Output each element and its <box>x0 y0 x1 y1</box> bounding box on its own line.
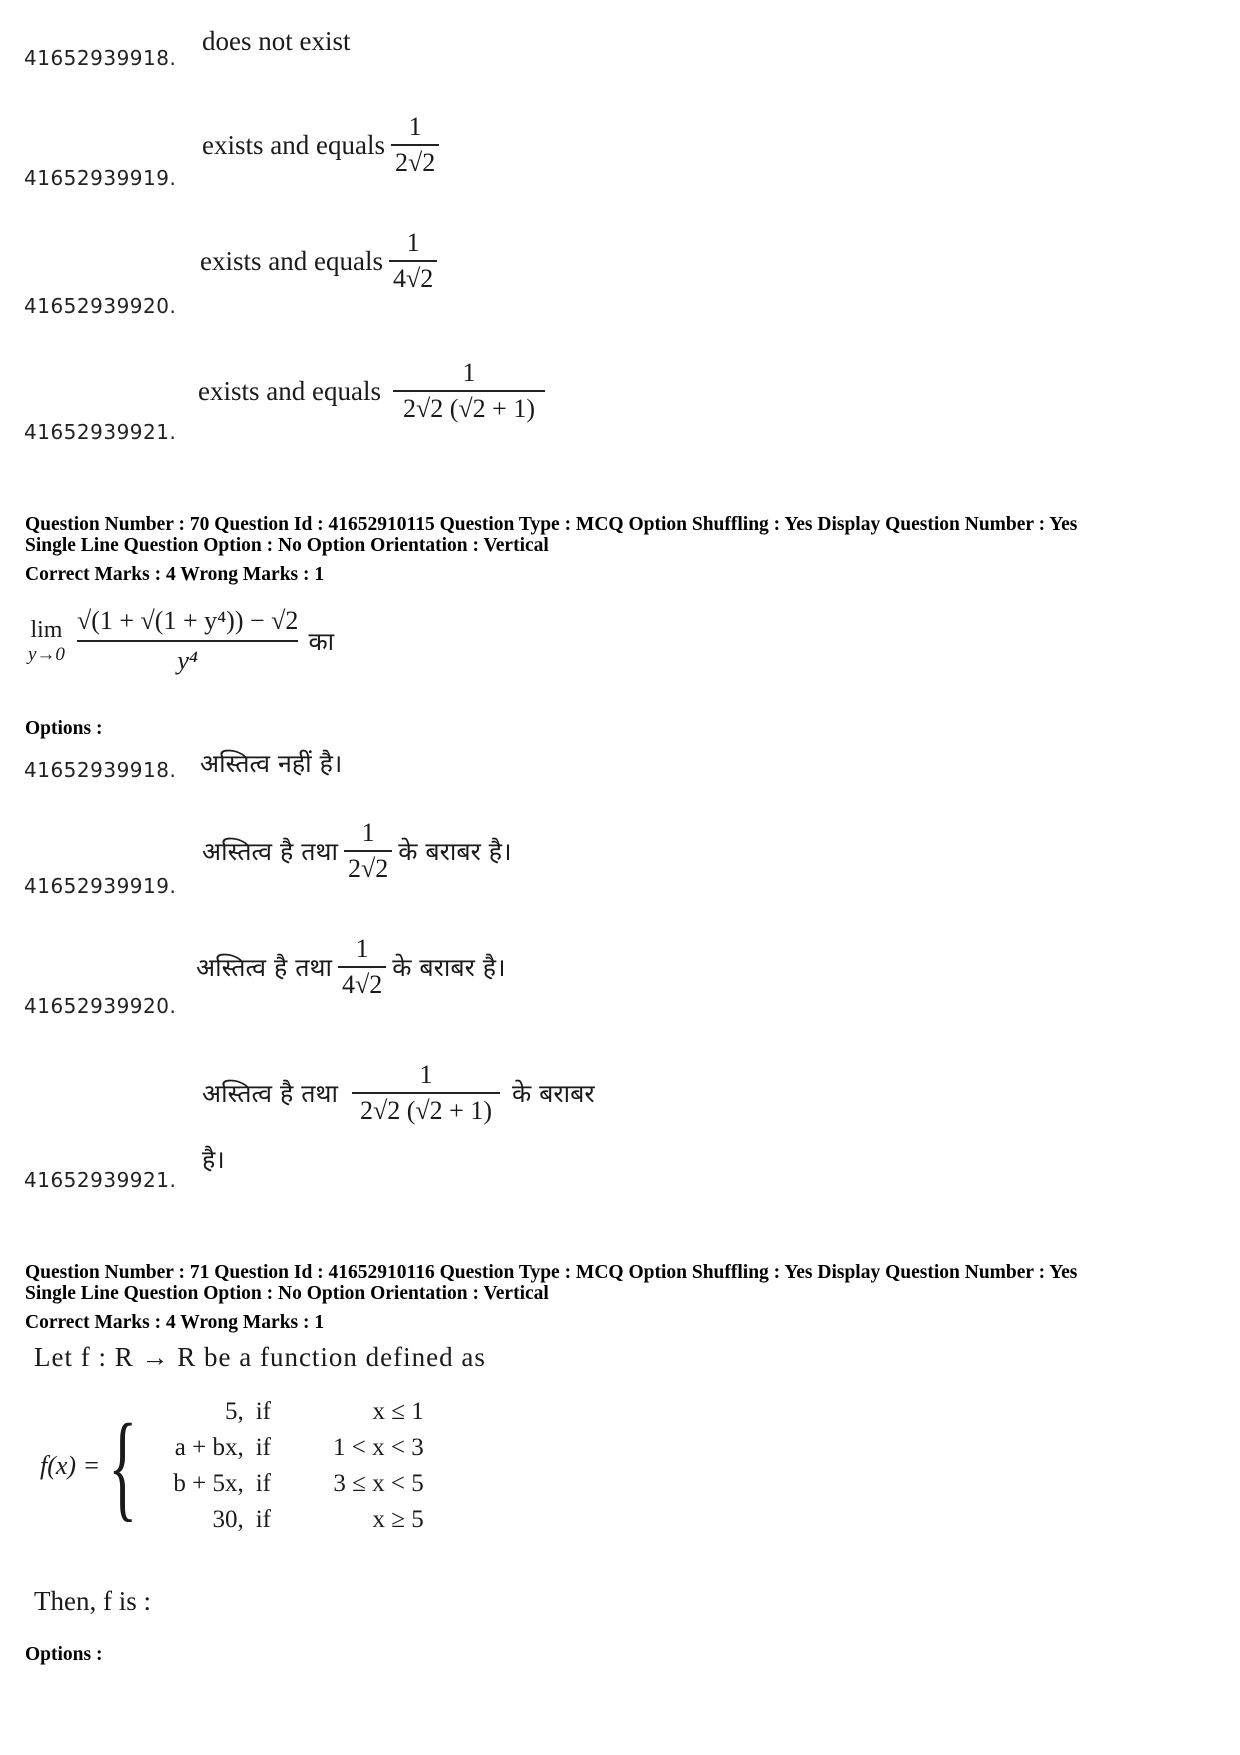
case-1-value: 5, <box>224 1398 244 1425</box>
q69-option-3-fraction <box>389 228 437 294</box>
q71-meta-line-1: Question Number : 71 Question Id : 41652910116 Question Type : MCQ Option Shuffling : Yes Display Question Number : Yes <box>25 1262 1078 1283</box>
q70-option-1-text: अस्तित्व नहीं है। <box>200 749 343 778</box>
q69-option-3-text: exists and equals <box>200 245 383 276</box>
q70-suffix: का <box>308 627 335 656</box>
q69-option-4-fraction <box>393 358 545 424</box>
case-2-if: if <box>255 1434 272 1461</box>
case-4-if: if <box>255 1506 272 1533</box>
q69-option-2 <box>202 112 445 178</box>
fraction-denominator: 4√2 <box>338 966 386 1000</box>
q70-option-2-fraction <box>344 818 392 884</box>
limit-label: lim <box>30 616 63 643</box>
limit-fraction <box>73 606 303 676</box>
q71-marks: Correct Marks : 4 Wrong Marks : 1 <box>25 1312 325 1333</box>
fraction-numerator: 1 <box>419 1060 433 1089</box>
limit-subscript: y→0 <box>28 643 65 665</box>
limit-operator <box>28 617 65 666</box>
case-3-condition: 3 ≤ x < 5 <box>333 1470 424 1497</box>
q69-option-2-id: 41652939919. <box>24 166 177 190</box>
q70-marks: Correct Marks : 4 Wrong Marks : 1 <box>25 564 325 585</box>
case-1-if: if <box>255 1398 272 1425</box>
q69-option-1-text: does not exist <box>202 26 351 56</box>
fraction-denominator: 2√2 (√2 + 1) <box>352 1092 500 1126</box>
q70-option-3-post: के बराबर है। <box>392 953 506 982</box>
q69-option-3-id: 41652939920. <box>24 294 177 318</box>
fraction-denominator: 2√2 (√2 + 1) <box>393 390 545 424</box>
q70-options-label: Options : <box>25 718 103 739</box>
q69-option-4-text: exists and equals <box>198 375 381 406</box>
fraction-numerator: 1 <box>355 934 369 963</box>
q71-fx-label: f(x) = <box>40 1451 101 1480</box>
q70-meta-line-2: Single Line Question Option : No Option Orientation : Vertical <box>25 535 549 556</box>
q70-option-4-post-line2: है। <box>202 1145 225 1174</box>
fraction-numerator: 1 <box>406 228 420 257</box>
q71-cases <box>144 1398 424 1534</box>
q70-option-3-fraction <box>338 934 386 1000</box>
case-3-if: if <box>255 1470 272 1497</box>
q70-option-4 <box>202 1060 595 1126</box>
q69-option-4 <box>198 358 551 424</box>
case-3-value: b + 5x, <box>173 1470 244 1497</box>
q69-option-3 <box>200 228 443 294</box>
q70-option-3-id: 41652939920. <box>24 994 177 1018</box>
q70-option-2 <box>202 818 512 884</box>
q70-question-formula <box>28 606 334 676</box>
q70-option-2-post: के बराबर है। <box>398 837 512 866</box>
fraction-denominator: 2√2 <box>344 850 392 884</box>
q69-option-2-text: exists and equals <box>202 129 385 160</box>
case-2-value: a + bx, <box>174 1434 244 1461</box>
fraction-numerator: 1 <box>462 358 476 387</box>
limit-numerator: √(1 + √(1 + y⁴)) − √2 <box>76 606 299 635</box>
case-1-condition: x ≤ 1 <box>372 1398 424 1425</box>
fraction-denominator: 4√2 <box>389 260 437 294</box>
q71-intro: Let f : R → R be a function defined as <box>34 1342 486 1372</box>
q71-meta-line-2: Single Line Question Option : No Option Orientation : Vertical <box>25 1283 549 1304</box>
q70-option-4-post: के बराबर <box>511 1079 595 1108</box>
q70-option-4-fraction <box>352 1060 500 1126</box>
q71-options-label: Options : <box>25 1644 103 1665</box>
case-4-value: 30, <box>212 1506 244 1533</box>
q71-piecewise-function <box>40 1398 424 1534</box>
left-brace: { <box>108 1399 138 1532</box>
q70-option-3-pre: अस्तित्व है तथा <box>196 953 332 982</box>
q71-then: Then, f is : <box>34 1586 151 1616</box>
case-4-condition: x ≥ 5 <box>372 1506 424 1533</box>
q70-option-2-id: 41652939919. <box>24 874 177 898</box>
q70-meta-line-1: Question Number : 70 Question Id : 41652910115 Question Type : MCQ Option Shuffling : Yes Display Question Number : Yes <box>25 514 1078 535</box>
q70-option-4-id: 41652939921. <box>24 1168 177 1192</box>
fraction-numerator: 1 <box>361 818 375 847</box>
case-2-condition: 1 < x < 3 <box>333 1434 424 1461</box>
q69-option-4-id: 41652939921. <box>24 420 177 444</box>
limit-denominator: y⁴ <box>77 640 298 676</box>
q70-option-2-pre: अस्तित्व है तथा <box>202 837 338 866</box>
q69-option-1-id: 41652939918. <box>24 46 177 70</box>
q70-option-1-id: 41652939918. <box>24 758 177 782</box>
fraction-numerator: 1 <box>408 112 422 141</box>
q70-option-4-pre: अस्तित्व है तथा <box>202 1079 338 1108</box>
q70-option-3 <box>196 934 506 1000</box>
q69-option-2-fraction <box>391 112 439 178</box>
fraction-denominator: 2√2 <box>391 144 439 178</box>
